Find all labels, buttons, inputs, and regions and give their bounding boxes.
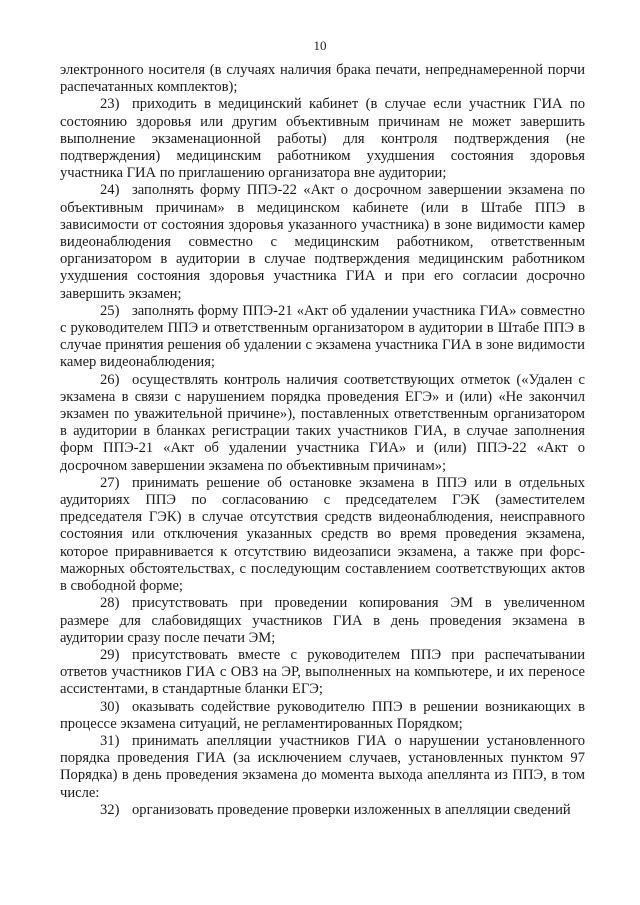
item-text: принимать апелляции участников ГИА о нарушении установленного порядка проведения ГИА (за исключением случаев, установленных пунктом 97 Порядка) в день проведения экзамена до момента выхода апеллянта из ППЭ, в том числе: xyxy=(60,732,585,801)
item-number: 29) xyxy=(100,646,120,663)
item-number: 30) xyxy=(100,698,120,715)
item-text: организовать проведение проверки изложенных в апелляции сведений xyxy=(132,801,571,818)
document-body xyxy=(60,62,585,819)
item-number: 32) xyxy=(100,801,120,818)
item-number: 26) xyxy=(100,371,120,388)
item-text: оказывать содействие руководителю ППЭ в решении возникающих в процессе экзамена ситуаций, не регламентированных Порядком; xyxy=(60,698,585,732)
item-number: 28) xyxy=(100,595,120,612)
list-item-28 xyxy=(60,595,585,647)
list-item-29 xyxy=(60,647,585,699)
paragraph-continuation: электронного носителя (в случаях наличия брака печати, непреднамеренной порчи распечатанных комплектов); xyxy=(60,62,585,96)
list-item-32 xyxy=(60,802,585,819)
item-number: 31) xyxy=(100,732,120,749)
item-text: принимать решение об остановке экзамена в ППЭ или в отдельных аудиториях ППЭ по согласованию с председателем ГЭК (заместителем председателя ГЭК) в случае отсутствия средств видеонаблюдения, неисправного состояния или отключения указанных средств во время проведения экзамена, которое приравнивается к отсутствию видеозаписи экзамена, а также при форс-мажорных обстоятельствах, с последующим составлением соответствующих актов в свободной форме; xyxy=(60,474,585,595)
item-text: осуществлять контроль наличия соответствующих отметок («Удален с экзамена в связи с нарушением порядка проведения ЕГЭ» и (или) «Не закончил экзамен по уважительной причине»), поставленных ответственным организатором в аудитории в бланках регистрации таких участников ГИА, в случае заполнения форм ППЭ-21 «Акт об удалении участника ГИА» и (или) ППЭ-22 «Акт о досрочном завершении экзамена по объективным причинам»; xyxy=(60,371,585,474)
list-item-25 xyxy=(60,303,585,372)
item-text: присутствовать вместе с руководителем ППЭ при распечатывании ответов участников ГИА с ОВЗ на ЭР, выполненных на компьютере, и их переносе ассистентами, в стандартные бланки ЕГЭ; xyxy=(60,646,585,698)
list-item-27 xyxy=(60,475,585,595)
item-text: заполнять форму ППЭ-22 «Акт о досрочном завершении экзамена по объективным причинам» в медицинском кабинете (или в Штабе ППЭ в зависимости от состояния здоровья указанного участника) в зоне видимости камер видеонаблюдения совместно с медицинским работником, ответственным организатором в аудитории в случае подтверждения медицинским работником ухудшения состояния здоровья участника ГИА и при его согласии досрочно завершить экзамен; xyxy=(60,182,585,302)
list-item-26 xyxy=(60,372,585,475)
list-item-24 xyxy=(60,182,585,302)
item-text: присутствовать при проведении копирования ЭМ в увеличенном размере для слабовидящих участников ГИА в день проведения экзамена в аудитории сразу после печати ЭМ; xyxy=(60,595,585,646)
item-number: 23) xyxy=(100,96,120,113)
item-text: заполнять форму ППЭ-21 «Акт об удалении участника ГИА» совместно с руководителем ППЭ и ответственным организатором в аудитории в Штабе ППЭ в случае принятия решения об удалении с экзамена участника ГИА в зоне видимости камер видеонаблюдения; xyxy=(60,302,585,371)
item-number: 27) xyxy=(100,474,120,491)
page-number: 10 xyxy=(313,38,327,53)
item-number: 24) xyxy=(100,182,120,199)
item-text: приходить в медицинский кабинет (в случае если участник ГИА по состоянию здоровья или другим объективным причинам не может завершить выполнение экзаменационной работы) для контроля подтверждения (не подтверждения) медицинским работником ухудшения состояния здоровья участника ГИА по приглашению организатора вне аудитории; xyxy=(60,96,585,182)
item-number: 25) xyxy=(100,302,120,319)
list-item-30 xyxy=(60,699,585,733)
list-item-31 xyxy=(60,733,585,802)
list-item-23 xyxy=(60,96,585,182)
